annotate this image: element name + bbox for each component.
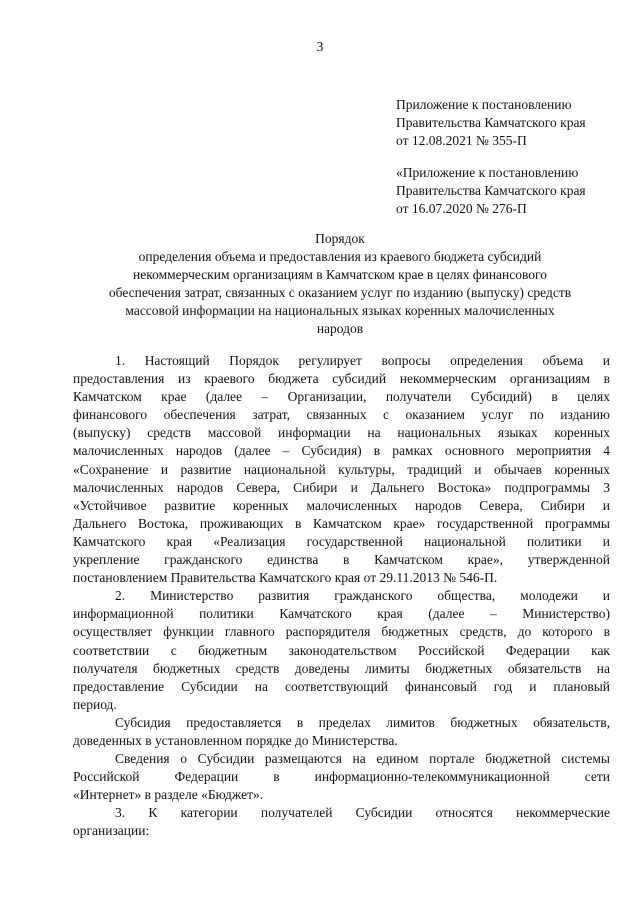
paragraph-line: «Устойчивое развитие коренных малочисленных народов Севера, Сибири и [73, 497, 610, 513]
document-title [70, 230, 610, 338]
subtitle-line: обеспечения затрат, связанных с оказанием услуг по изданию (выпуску) средств [108, 285, 572, 300]
paragraph-line: Сведения о Субсидии размещаются на едином портале бюджетной системы [115, 751, 610, 767]
paragraph-line: (выпуску) средств массовой информации на национальных языках коренных [73, 425, 610, 441]
paragraph-line: получателя бюджетных средств доведены лимиты бюджетных обязательств на [73, 660, 610, 676]
paragraph-line: информационной политики Камчатского края (далее – Министерство) [73, 606, 610, 622]
paragraph-line: соответствии с бюджетным законодательством Российской Федерации как [73, 642, 610, 658]
subtitle-line: определения объема и предоставления из краевого бюджета субсидий [138, 249, 542, 264]
paragraph-line: предоставление Субсидии на соответствующий финансовый год и плановый [73, 678, 610, 694]
paragraph-line: осуществляет функции главного распорядителя бюджетных средств, до которого в [73, 624, 610, 640]
paragraph-line: «Интернет» в разделе «Бюджет». [73, 787, 264, 803]
appendix-line: Правительства Камчатского края [396, 115, 586, 130]
paragraph-line: Российской Федерации в информационно-телекоммуникационной сети [73, 769, 610, 785]
paragraph-2 [73, 587, 610, 714]
title-heading: Порядок [315, 231, 365, 246]
paragraph-line: Дальнего Востока, проживающих в Камчатском крае» государственной программы [73, 515, 610, 531]
paragraph-line: Субсидия предоставляется в пределах лимитов бюджетных обязательств, [115, 714, 610, 730]
paragraph-line: финансового обеспечения затрат, связанных с оказанием услуг по изданию [73, 407, 610, 423]
paragraph-line: доведенных в установленном порядке до Министерства. [73, 732, 398, 748]
subtitle-line: народов [316, 321, 364, 336]
appendix-line: от 12.08.2021 № 355-П [396, 133, 527, 148]
paragraph-line: 2. Министерство развития гражданского общества, молодежи и [115, 588, 610, 604]
paragraph-line: организации: [73, 823, 150, 839]
paragraph-4 [73, 750, 610, 804]
paragraph-line: «Сохранение и развитие национальной культуры, традиций и обычаев коренных [73, 461, 610, 477]
subtitle-line: некоммерческим организациям в Камчатском крае в целях финансового [133, 267, 547, 282]
appendix-line: Приложение к постановлению [396, 97, 572, 112]
appendix-line: от 16.07.2020 № 276-П [396, 201, 527, 216]
document-body [73, 352, 610, 841]
paragraph-line: предоставления из краевого бюджета субсидий некоммерческим организациям в [73, 371, 610, 387]
paragraph-5 [73, 804, 610, 840]
appendix-line: Правительства Камчатского края [396, 183, 586, 198]
paragraph-1 [73, 352, 610, 587]
paragraph-line: Камчатского края «Реализация государственной национальной политики и [73, 533, 610, 549]
paragraph-3 [73, 714, 610, 750]
appendix-line: «Приложение к постановлению [396, 165, 579, 180]
paragraph-line: малочисленных народов (далее – Субсидия) в рамках основного мероприятия 4 [73, 443, 610, 459]
page-number: 3 [316, 39, 324, 54]
paragraph-line: укрепление гражданского единства в Камчатском крае», утвержденной [73, 552, 610, 568]
paragraph-line: Камчатском крае (далее – Организации, получатели Субсидий) в целях [73, 389, 610, 405]
paragraph-line: постановлением Правительства Камчатского края от 29.11.2013 № 546-П. [73, 570, 498, 586]
subtitle-line: массовой информации на национальных языках коренных малочисленных [125, 303, 555, 318]
paragraph-line: малочисленных народов Севера, Сибири и Дальнего Востока» подпрограммы 3 [73, 479, 610, 495]
paragraph-line: 1. Настоящий Порядок регулирует вопросы определения объема и [115, 353, 610, 368]
appendix-current [396, 96, 626, 150]
paragraph-line: 3. К категории получателей Субсидии относятся некоммерческие [115, 805, 610, 821]
appendix-previous [396, 164, 626, 218]
paragraph-line: период. [73, 696, 117, 712]
